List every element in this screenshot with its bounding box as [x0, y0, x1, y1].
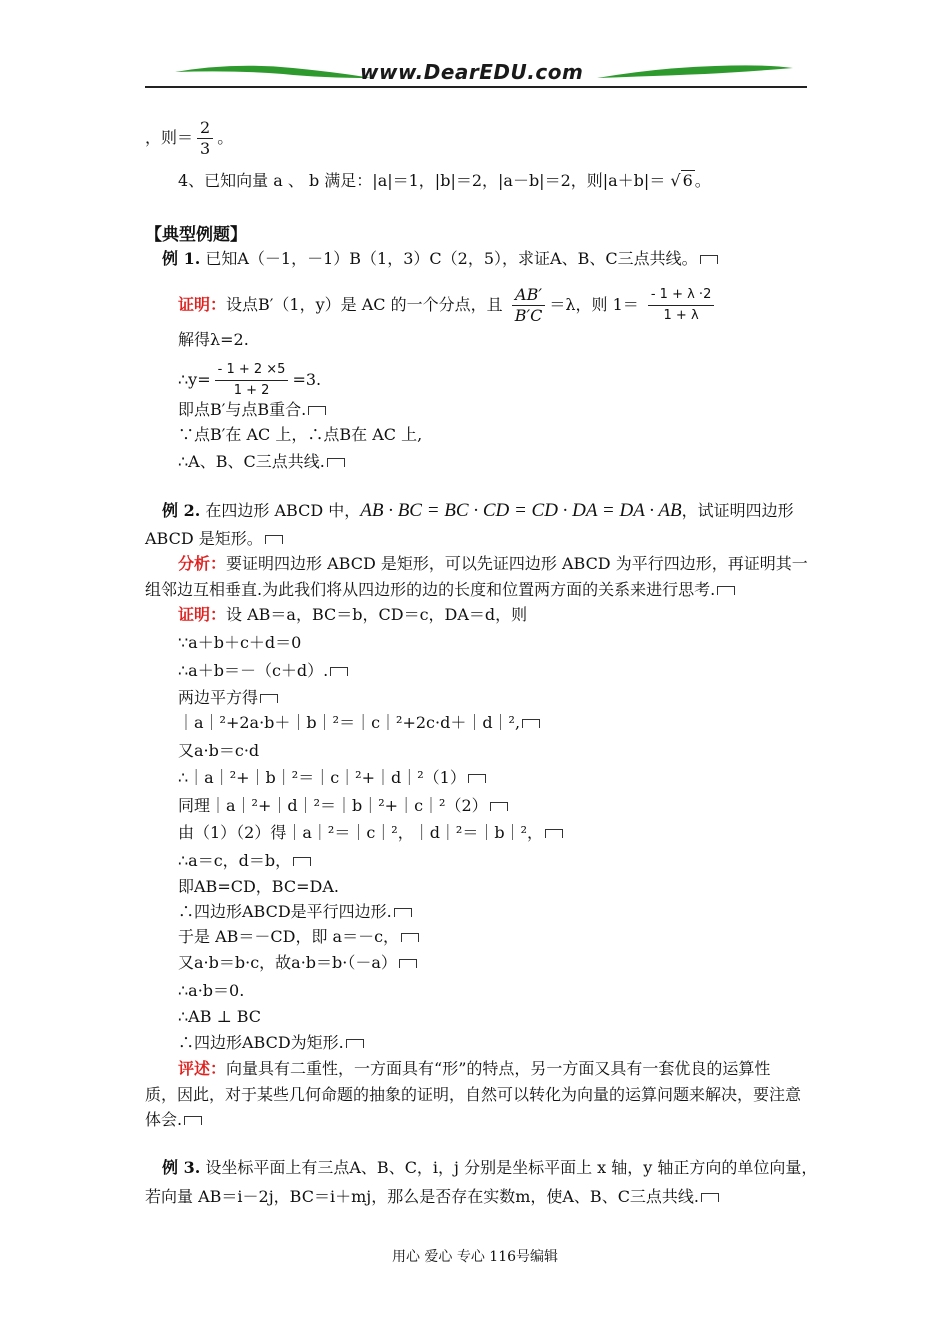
- example-2-proof-15: ∴a·b＝0.: [178, 981, 245, 1000]
- example-2-statement: 例 2. 在四边形 ABCD 中，AB · BC = BC · CD = CD · DA = DA · AB，试证明四边形: [162, 500, 794, 521]
- example-2-analysis-cont: 组邻边互相垂直.为此我们将从四边形的边的长度和位置两方面的关系来进行思考.: [145, 579, 735, 601]
- example-1-statement: 例 1. 已知A（－1，－1）B（1，3）C（2，5），求证A、B、C三点共线。: [162, 248, 718, 270]
- page-header: [145, 58, 807, 90]
- example-2-proof-10: ∴a＝c，d＝b，: [178, 850, 311, 872]
- example-2-analysis: 分析：要证明四边形 ABCD 是矩形，可以先证四边形 ABCD 为平行四边形，再证明其一: [178, 554, 808, 573]
- site-logo: www.DearEDU.com: [360, 60, 584, 84]
- example-2-proof-17: ∴四边形ABCD为矩形.: [178, 1032, 364, 1054]
- example-2-proof-5: ｜a｜²+2a·b＋｜b｜²＝｜c｜²+2c·d＋｜d｜²,: [178, 712, 540, 734]
- example-2-statement-cont: ABCD 是矩形。: [145, 528, 283, 550]
- example-2-proof-12: ∴四边形ABCD是平行四边形.: [178, 901, 412, 923]
- example-2-comment-end: 体会.: [145, 1109, 202, 1131]
- example-2-proof-6: 又a·b＝c·d: [178, 741, 260, 760]
- example-2-comment-cont: 质，因此，对于某些几何命题的抽象的证明，自然可以转化为向量的运算问题来解决，要注意: [145, 1085, 802, 1104]
- example-1-step-4: ∴y= $\frac{- 1 + 2 \times 5}{1 + 2}$ =3.: [178, 362, 322, 398]
- example-3-statement: 例 3. 设坐标平面上有三点A、B、C，i，j 分别是坐标平面上 x 轴，y 轴正方向的单位向量，: [162, 1158, 818, 1177]
- example-2-proof-14: 又a·b＝b·c，故a·b＝b·（－a）: [178, 952, 417, 974]
- right-swoosh-icon: [595, 58, 795, 84]
- example-2-proof-11: 即AB=CD，BC=DA.: [178, 877, 339, 896]
- example-2-proof-13: 于是 AB＝－CD，即 a＝－c，: [178, 926, 419, 948]
- example-2-proof-16: ∴AB ⊥ BC: [178, 1007, 262, 1026]
- example-1-step-7: ∴A、B、C三点共线.: [178, 451, 345, 473]
- example-2-proof-4: 两边平方得: [178, 687, 278, 709]
- example-3-statement-cont: 若向量 AB＝i－2j，BC＝i＋mj，那么是否存在实数m，使A、B、C三点共线.: [145, 1186, 719, 1208]
- example-2-proof-3: ∴a＋b＝－（c＋d）.: [178, 660, 348, 682]
- example-2-comment: 评述：向量具有二重性，一方面具有“形”的特点，另一方面又具有一套优良的运算性: [178, 1059, 771, 1078]
- section-heading: 【典型例题】: [145, 225, 247, 245]
- line-result: ，则＝ $\frac{2}{3}$ 。: [145, 118, 234, 158]
- example-1-step-5: 即点B′与点B重合.: [178, 399, 326, 421]
- example-1-step-3: 解得λ=2.: [178, 330, 249, 349]
- example-2-proof-7: ∴｜a｜²+｜b｜²＝｜c｜²+｜d｜²（1）: [178, 767, 486, 789]
- fraction-two-thirds: $\frac{2}{3}$: [197, 118, 213, 159]
- example-2-proof-9: 由（1）（2）得｜a｜²＝｜c｜²，｜d｜²＝｜b｜²，: [178, 822, 563, 844]
- example-2-proof-8: 同理｜a｜²+｜d｜²＝｜b｜²+｜c｜²（2）: [178, 795, 508, 817]
- example-2-proof-2: ∵a＋b＋c＋d＝0: [178, 633, 302, 652]
- example-2-proof-1: 证明：设 AB＝a，BC＝b，CD＝c，DA＝d，则: [178, 605, 528, 624]
- header-rule: [145, 86, 807, 88]
- left-swoosh-icon: [173, 58, 373, 84]
- page-footer: 用心 爱心 专心 116号编辑: [391, 1249, 559, 1265]
- example-1-step-6: ∵点B′在 AC 上，∴点B在 AC 上,: [178, 425, 423, 444]
- line-exercise-4: 4、已知向量 a 、 b 满足：|a|＝1，|b|＝2，|a－b|＝2，则|a＋b|＝ √ 6 。: [178, 171, 711, 190]
- example-1-proof: 证明：设点B′（1，y）是 AC 的一个分点，且 $\frac{AB'}{B'C}$ ＝λ，则 1＝ $\frac{- 1 + \lambda \cdot 2}{1 + \lambda}$: [178, 285, 718, 326]
